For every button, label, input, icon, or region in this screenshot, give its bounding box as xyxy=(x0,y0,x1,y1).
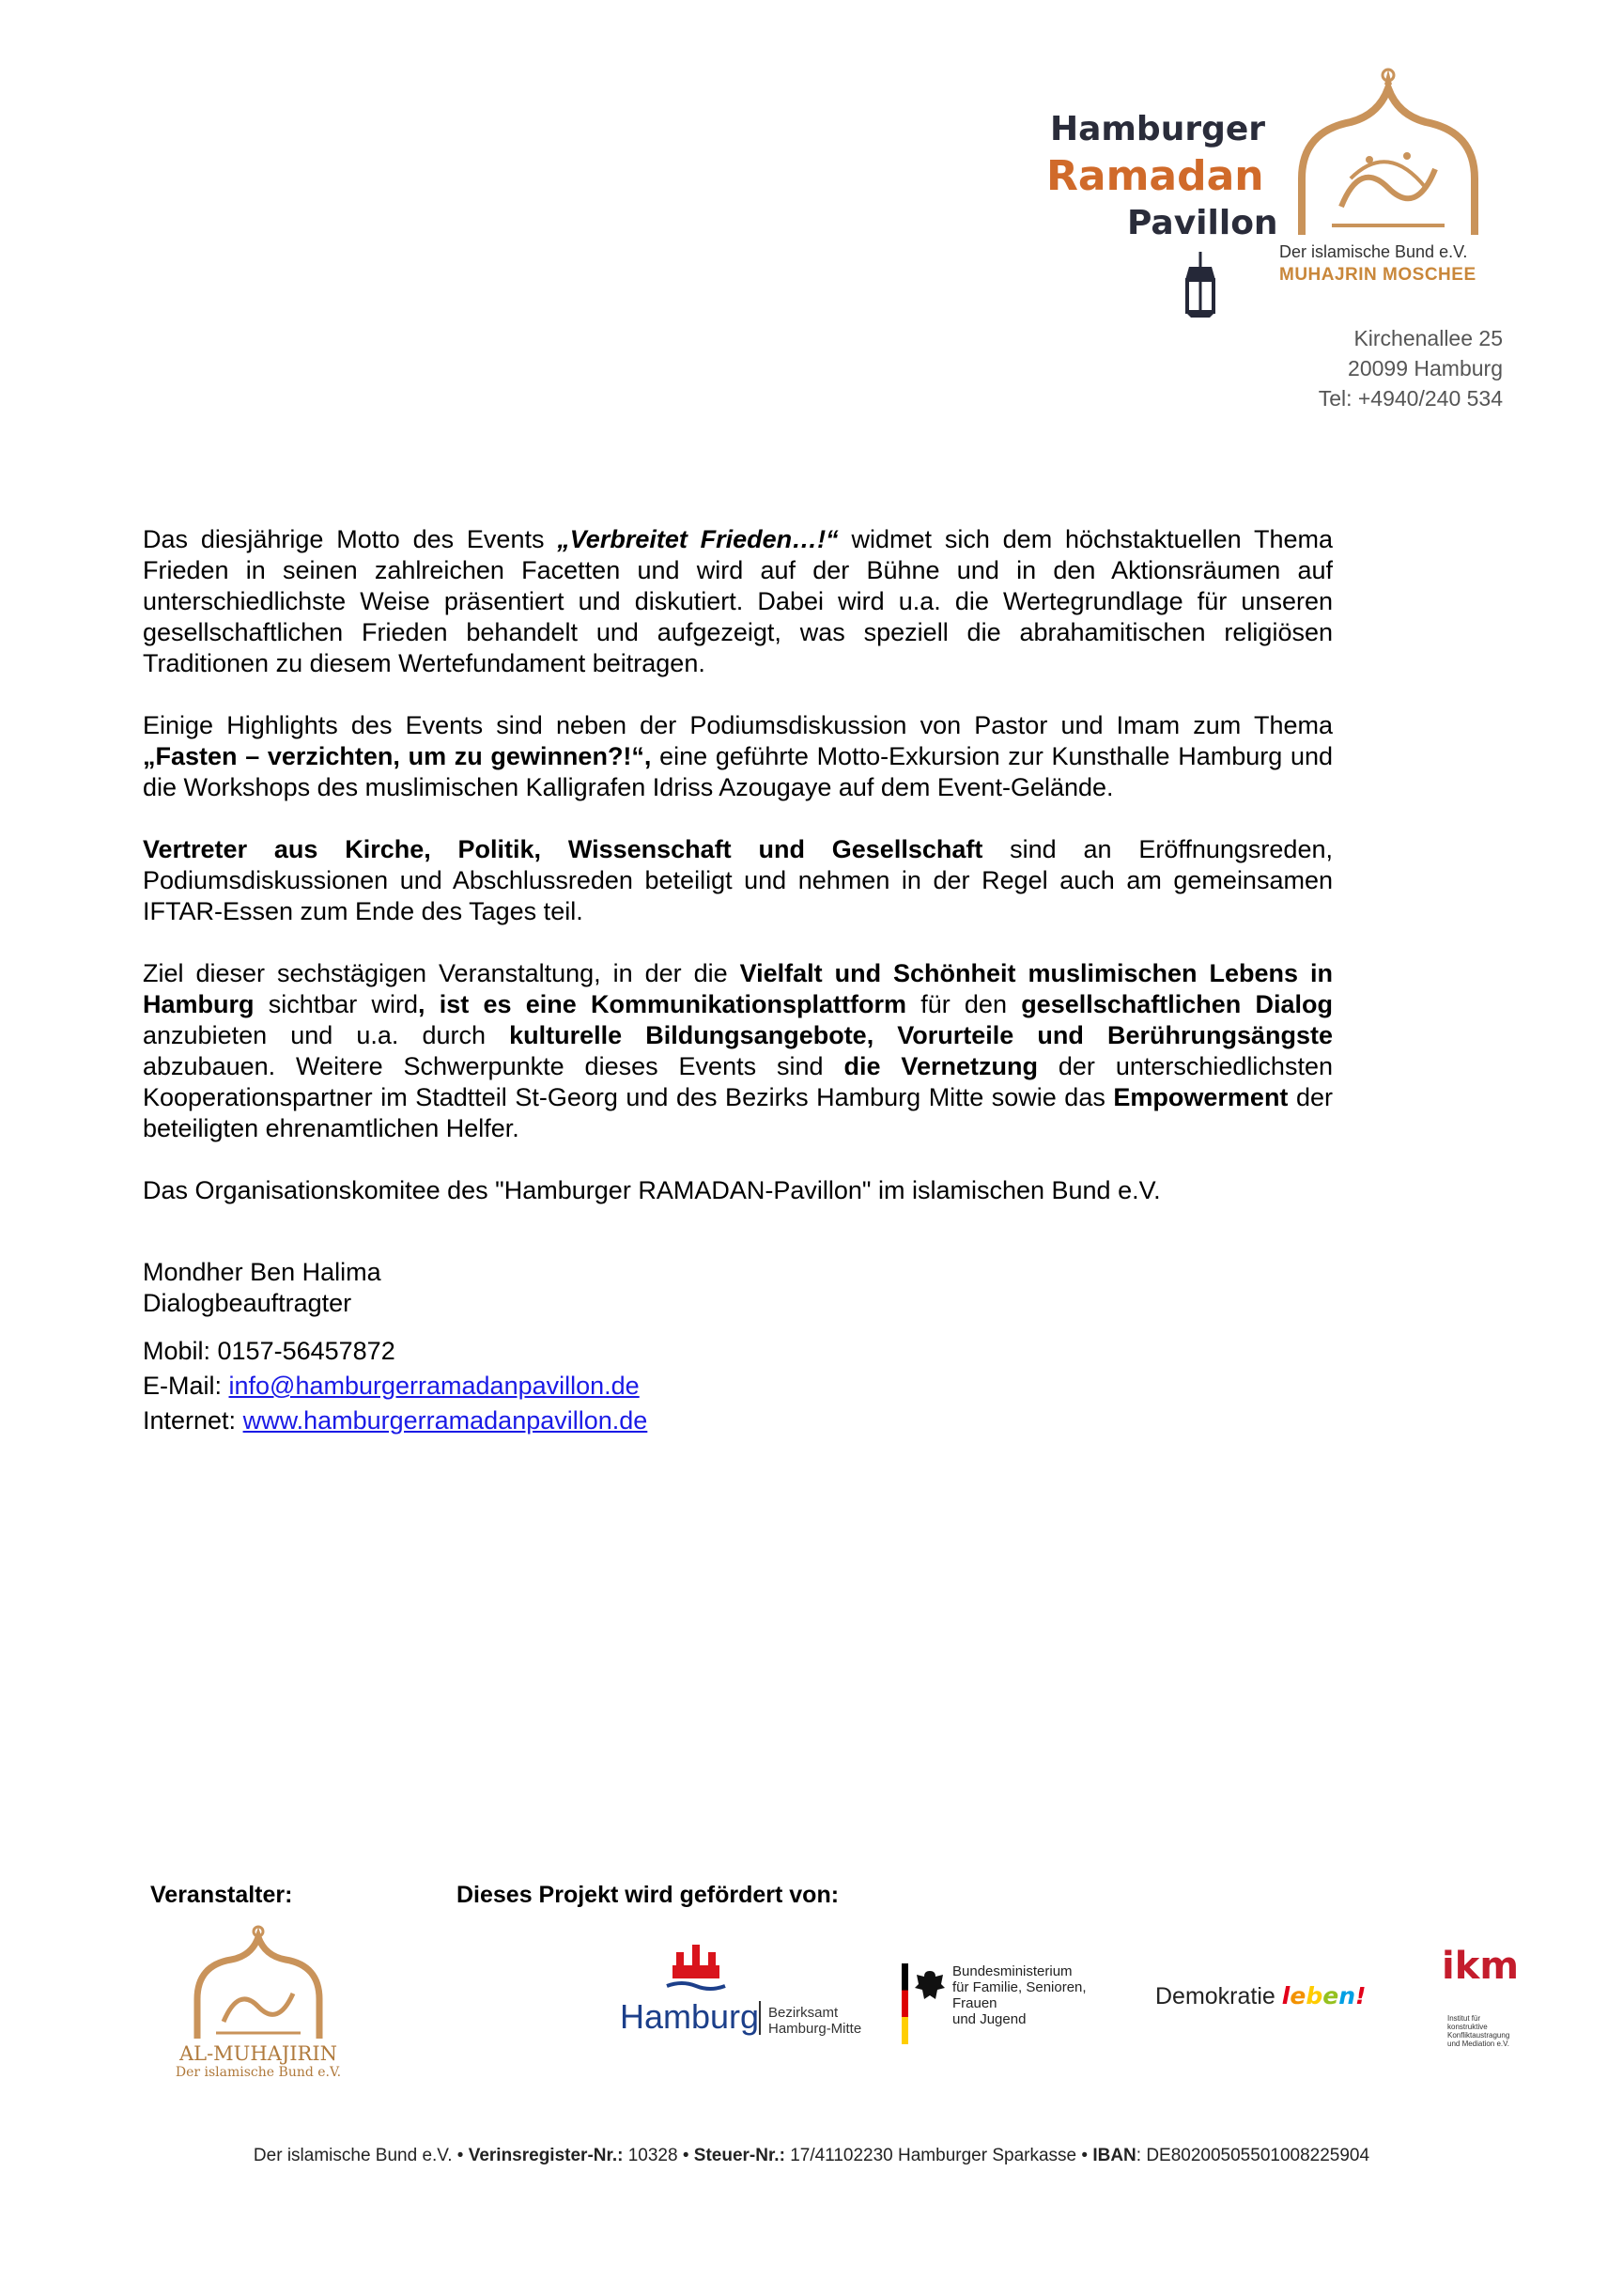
bezirksamt-line1: Bezirksamt xyxy=(768,2005,839,2021)
contact-mobile: Mobil: 0157-56457872 xyxy=(143,1337,395,1365)
mosque-dome-emblem-icon xyxy=(1275,66,1501,244)
closing-line: Das Organisationskomitee des "Hamburger RAMADAN-Pavillon" im islamischen Bund e.V. xyxy=(143,1176,1161,1204)
logo-bund-text: Der islamische Bund e.V. xyxy=(1279,242,1468,261)
bundesministerium-logo xyxy=(902,1963,1127,2048)
german-flag-bar xyxy=(902,1963,908,2044)
leben-letter: ! xyxy=(1355,1982,1367,2009)
al-muhajirin-sub: Der islamische Bund e.V. xyxy=(175,2065,342,2080)
ramadan-pavillon-logo xyxy=(986,73,1278,318)
p4-b5: die Vernetzung xyxy=(843,1052,1038,1080)
signature-name: Mondher Ben Halima xyxy=(143,1258,381,1286)
leben-letter: e xyxy=(1322,1982,1339,2009)
sender-address xyxy=(1319,323,1503,413)
ministry-line1: Bundesministerium xyxy=(952,1963,1073,1979)
motto-text: „Verbreitet Frieden…!“ xyxy=(557,525,839,553)
lantern-icon xyxy=(1185,252,1215,318)
al-muhajirin-logo xyxy=(169,1924,348,2084)
ikm-word: ikm xyxy=(1442,1945,1519,1988)
logo-ramadan-text: Ramadan xyxy=(1046,152,1264,200)
paragraph-goals xyxy=(143,958,1333,1144)
p2-intro: Einige Highlights des Events sind neben der Podiumsdiskussion von Pastor und Imam zum Thema xyxy=(143,711,1333,739)
leben-letter: l xyxy=(1281,1982,1291,2009)
p4-s2: sichtbar wird xyxy=(254,990,418,1018)
p4-s1: Ziel dieser sechstägigen Veranstaltung, in der die xyxy=(143,959,740,987)
p4-b1: Vielfalt und Schönheit muslimischen Lebens in Hamburg xyxy=(143,959,1333,1018)
hamburg-word: Hamburg xyxy=(620,1997,760,2036)
leben-letter: e xyxy=(1290,1982,1306,2009)
p4-b4: kulturelle Bildungsangebote, Vorurteile und Berührungsängste xyxy=(509,1021,1333,1049)
p1-intro: Das diesjährige Motto des Events xyxy=(143,525,558,553)
muhajrin-moschee-logo xyxy=(1275,66,1501,301)
logo-hamburger-text: Hamburger xyxy=(1050,110,1266,148)
p4-s7: der beteiligten ehrenamtlichen Helfer. xyxy=(143,1083,1333,1142)
p3-bold: Vertreter aus Kirche, Politik, Wissenschaft und Gesellschaft xyxy=(143,835,983,863)
hamburg-bezirksamt-logo xyxy=(620,1939,864,2042)
p4-b3: gesellschaftlichen Dialog xyxy=(1021,990,1333,1018)
footer-reg: 10328 • xyxy=(623,2146,694,2165)
footer-iban-label: IBAN xyxy=(1092,2146,1136,2165)
footer-tax: 17/41102230 Hamburger Sparkasse • xyxy=(784,2146,1093,2165)
contact-web-row xyxy=(143,1404,1333,1438)
demokratie-leben-logo xyxy=(1155,1982,1366,2010)
topic-text: „Fasten – verzichten, um zu gewinnen?!“, xyxy=(143,742,652,770)
leben-word xyxy=(1282,1982,1367,2009)
ministry-line3: und Jugend xyxy=(952,2011,1027,2027)
email-link[interactable]: info@hamburgerramadanpavillon.de xyxy=(228,1372,640,1400)
bezirksamt-line2: Hamburg-Mitte xyxy=(768,2021,862,2037)
al-muhajirin-emblem-icon xyxy=(169,1924,348,2042)
bezirksamt-text xyxy=(768,2005,861,2037)
p3-rest: sind an Eröffnungsreden, Podiumsdiskussionen und Abschlussreden beteiligt und nehmen in der Regel auch am gemeinsamen IFTAR-Essen zum Ende des Tages teil. xyxy=(143,835,1333,925)
web-label: Internet: xyxy=(143,1406,243,1435)
letter-body xyxy=(143,524,1333,1438)
website-link[interactable]: www.hamburgerramadanpavillon.de xyxy=(242,1406,648,1435)
contact-block xyxy=(143,1334,1333,1438)
ministry-line2: für Familie, Senioren, Frauen xyxy=(952,1979,1087,2011)
leben-letter: b xyxy=(1306,1982,1323,2009)
p4-s4: anzubieten und u.a. durch xyxy=(143,1021,510,1049)
footer-legal xyxy=(0,2146,1623,2166)
p4-s6: der unterschiedlichsten Kooperationspartner im Stadtteil St-Georg und des Bezirks Hamburg Mitte sowie das xyxy=(143,1052,1333,1111)
funded-by-label: Dieses Projekt wird gefördert von: xyxy=(456,1882,840,1908)
ikm-subtitle: Institut für konstruktive Konfliktaustragung und Mediation e.V. xyxy=(1447,2014,1510,2048)
organizer-label: Veranstalter: xyxy=(150,1882,293,1908)
address-phone: Tel: +4940/240 534 xyxy=(1318,386,1503,411)
p4-s5: abzubauen. Weitere Schwerpunkte dieses Events sind xyxy=(143,1052,844,1080)
footer-org: Der islamische Bund e.V. • xyxy=(253,2146,469,2165)
hamburg-castle-icon xyxy=(663,1939,729,1995)
footer-iban: : DE80200505501008225904 xyxy=(1136,2146,1370,2165)
p4-s3: für den xyxy=(905,990,1022,1018)
p2-rest: eine geführte Motto-Exkursion zur Kunsthalle Hamburg und die Workshops des muslimischen Kalligrafen Idriss Azougaye auf dem Event-Gelände. xyxy=(143,742,1333,801)
logo-pavillon-text: Pavillon xyxy=(1127,204,1278,242)
leben-letter: n xyxy=(1338,1982,1356,2009)
p4-b2: , ist es eine Kommunikationsplattform xyxy=(418,990,906,1018)
address-city: 20099 Hamburg xyxy=(1348,356,1503,380)
email-label: E-Mail: xyxy=(143,1372,229,1400)
logo-moschee-text: MUHAJRIN MOSCHEE xyxy=(1279,265,1476,285)
paragraph-representatives xyxy=(143,834,1333,927)
paragraph-motto xyxy=(143,524,1333,679)
hamburg-divider xyxy=(759,2001,761,2035)
contact-email-row xyxy=(143,1369,1333,1404)
demokratie-word: Demokratie xyxy=(1155,1983,1275,2009)
paragraph-highlights xyxy=(143,710,1333,803)
p1-rest: widmet sich dem höchstaktuellen Thema Frieden in seinen zahlreichen Facetten und wird auf der Bühne und in den Aktionsräumen auf unterschiedlichste Weise präsentiert und diskutiert. Dabei wird u.a. die Wertegrundlage für unseren gesellschaftlichen Frieden behandelt und aufgezeigt, was speziell die abrahamitischen religiösen Traditionen zu diesem Wertefundament beitragen. xyxy=(143,525,1333,677)
al-muhajirin-name: AL-MUHAJIRIN xyxy=(178,2042,338,2065)
signature-block xyxy=(143,1257,1333,1319)
ikm-logo xyxy=(1442,1945,1526,2057)
p4-b6: Empowerment xyxy=(1113,1083,1289,1111)
address-street: Kirchenallee 25 xyxy=(1353,326,1503,350)
signature-role: Dialogbeauftragter xyxy=(143,1289,352,1317)
federal-eagle-icon xyxy=(913,1967,947,2005)
footer-reg-label: Verinsregister-Nr.: xyxy=(468,2146,624,2165)
footer-tax-label: Steuer-Nr.: xyxy=(693,2146,785,2165)
ministry-text xyxy=(952,1963,1127,2027)
